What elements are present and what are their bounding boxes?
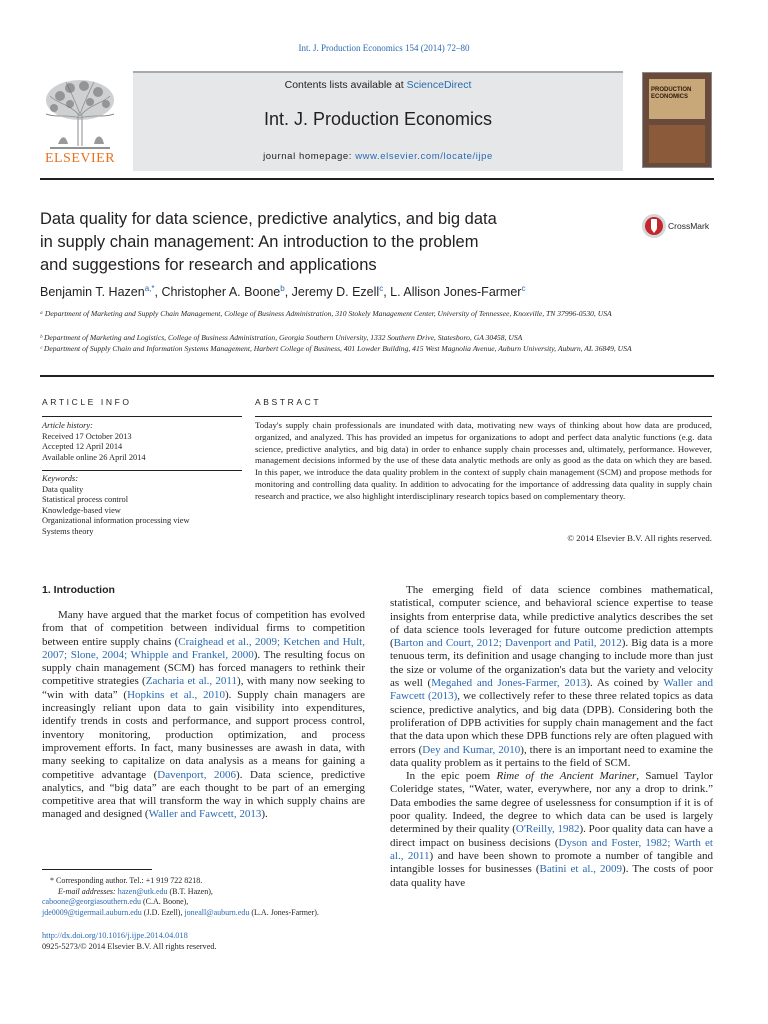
intro-left-column — [42, 609, 365, 822]
body-text: ). As coined by — [586, 677, 664, 690]
header-divider — [40, 178, 714, 180]
article-history — [42, 421, 242, 463]
citation-link[interactable]: Barton and Court, 2012; Davenport and Patil, 2012 — [393, 637, 622, 650]
email-owner: (C.A. Boone), — [140, 897, 189, 907]
citation-link[interactable]: Zacharia et al., 2011 — [145, 675, 238, 688]
email-addresses — [42, 887, 372, 898]
abstract-rule — [255, 416, 712, 417]
keyword-item: Data quality — [42, 484, 84, 494]
title-line-2: in supply chain management: An introduction to the problem — [40, 233, 479, 251]
body-text: ), with many now seeking to “win with data” ( — [42, 675, 365, 701]
article-info-rule — [42, 416, 242, 417]
body-text: ), there is an important need to examine the data quality problem as it pertains to the field of SCM. — [390, 743, 713, 769]
title-line-3: and suggestions for research and applications — [40, 256, 377, 274]
body-text: The emerging field of data science combines mathematical, statistical, computer science, and behavioral science expertise to tease insights from enterprise data, while predictive analytics describes the set of data science tools leveraged for future outcome prediction attempts ( — [390, 584, 713, 650]
sciencedirect-link[interactable]: ScienceDirect — [406, 79, 472, 91]
citation-link[interactable]: Waller and Fawcett, 2013 — [148, 808, 262, 821]
citation-link[interactable]: Craighead et al., 2009; Ketchen and Hult, 2007; Slone, 2004; Whipple and Frankel, 2000 — [42, 635, 365, 661]
doi-block — [42, 930, 372, 952]
author-affiliation-marker[interactable]: c — [521, 284, 526, 293]
body-text: ). — [261, 808, 268, 821]
email-owner: (J.D. Ezell), — [141, 908, 185, 918]
body-text: , we collectively refer to these three related topics as data science, predictive analytics, and big data (DPB). Considering both the proliferation of DPB activities for supply chain management and the fact that the data upon which these DPB functions rely are often plagued with errors ( — [390, 690, 713, 756]
citation-link[interactable]: Batini et al., 2009 — [539, 863, 623, 876]
email-link[interactable]: joneall@auburn.edu — [184, 908, 250, 918]
email-addresses-cont — [42, 908, 372, 919]
article-info-heading: ARTICLE INFO — [42, 397, 132, 407]
citation-link[interactable]: Hopkins et al., 2010 — [127, 688, 225, 701]
author-name[interactable]: L. Allison Jones-Farmer — [390, 285, 522, 300]
journal-homepage-line — [133, 151, 623, 162]
body-text: , Samuel Taylor Coleridge states, “Water, water, everywhere, nor any a drop to drink.” Data embodies the same degree of uselessness for consumption if it is of poor quality. Indeed, the degree to which data can be used is largely determined by their quality ( — [390, 770, 713, 836]
paper-title — [40, 208, 600, 277]
affiliation-b: ᵇ Department of Marketing and Logistics, College of Business Administration, Georgia Southern University, 1332 Southern Drive, Statesboro, GA 30458, USA — [40, 333, 523, 342]
keyword-item: Organizational information processing view — [42, 516, 190, 525]
citation-link[interactable]: Dyson and Foster, 1982; Warth et al., 2011 — [390, 836, 713, 862]
body-text: ). The resulting focus on supply chain management (SCM) has forced managers to rethink their competitive strategies ( — [42, 648, 365, 688]
author-separator: , — [154, 285, 162, 300]
online-date: Available online 26 April 2014 — [42, 452, 146, 462]
author-name[interactable]: Jeremy D. Ezell — [291, 285, 380, 300]
citation-link[interactable]: Davenport, 2006 — [157, 768, 237, 781]
homepage-prefix: journal homepage: — [263, 151, 356, 162]
journal-name: Int. J. Production Economics — [263, 109, 493, 129]
accepted-date: Accepted 12 April 2014 — [42, 442, 123, 451]
author-name[interactable]: Benjamin T. Hazen — [40, 285, 145, 300]
journal-citation[interactable]: Int. J. Production Economics 154 (2014) 72–80 — [298, 43, 470, 53]
intro-right-column — [390, 584, 713, 890]
keywords-rule — [42, 470, 242, 471]
author-affiliation-marker[interactable]: a,* — [144, 284, 155, 293]
author-affiliation-marker[interactable]: c — [379, 284, 384, 293]
contents-prefix: Contents lists available at — [284, 79, 407, 91]
email-link[interactable]: caboone@georgiasouthern.edu — [42, 897, 141, 907]
abstract-copyright: © 2014 Elsevier B.V. All rights reserved. — [567, 533, 712, 543]
corresponding-author-note: * Corresponding author. Tel.: +1 919 722 8218. — [50, 876, 203, 885]
abstract-heading: ABSTRACT — [255, 397, 322, 407]
elsevier-wordmark: ELSEVIER — [44, 151, 116, 166]
citation-link[interactable]: Dey and Kumar, 2010 — [422, 743, 521, 756]
body-text: Many have argued that the market focus of competition has evolved from that of competition between individual firms to competition between entire supply chains ( — [42, 609, 365, 648]
article-history-label: Article history: — [42, 421, 93, 430]
author-affiliation-marker[interactable]: b — [280, 284, 285, 293]
intro-paragraph-1 — [42, 609, 365, 822]
email-link[interactable]: hazen@utk.edu — [117, 886, 168, 896]
citation-link[interactable]: Waller and Fawcett (2013) — [390, 677, 713, 703]
body-text: ). Big data is a more tenuous term, its definition and usage changing to include more than just the size or volume of the organization's data but the variety and velocity as well ( — [390, 637, 713, 690]
author-name[interactable]: Christopher A. Boone — [161, 285, 281, 300]
body-text: ). The costs of poor data quality have — [390, 863, 714, 889]
email-owner: (L.A. Jones-Farmer). — [249, 908, 319, 918]
body-text: ). Supply chain managers are increasingly reliant upon data to gain visibility into expenditures, identify trends in costs and performance, and support process control, inventory monitoring, production optimization, and process improvement efforts. In fact, many businesses are awash in data, with many seeking to capitalize on data analysis as a means for gaining a competitive advantage ( — [42, 688, 365, 781]
author-list — [40, 284, 720, 299]
crossmark-label[interactable]: CrossMark — [668, 221, 710, 231]
email-link[interactable]: jde0009@tigermail.auburn.edu — [42, 908, 142, 918]
keyword-item: Knowledge-based view — [42, 505, 121, 515]
body-text: In the epic poem — [406, 770, 497, 783]
email-addresses-cont — [42, 897, 372, 908]
section-heading-introduction: 1. Introduction — [42, 584, 115, 596]
issn-copyright: 0925-5273/© 2014 Elsevier B.V. All rights reserved. — [42, 942, 217, 951]
footnotes — [42, 876, 372, 919]
author-separator: , — [383, 285, 391, 300]
front-matter-divider — [40, 375, 714, 377]
affiliation-a: ᵃ Department of Marketing and Supply Chain Management, College of Business Administration, 310 Stokely Management Center, University of Tennessee, Knoxville, TN 37996-0530, USA — [40, 309, 612, 318]
title-line-1: Data quality for data science, predictive analytics, and big data — [40, 210, 497, 228]
keywords — [42, 474, 242, 537]
cover-title: PRODUCTION ECONOMICS — [651, 87, 692, 100]
body-text: ). Poor quality data can have a direct impact on business decisions ( — [390, 823, 713, 849]
received-date: Received 17 October 2013 — [42, 431, 132, 441]
keyword-item: Systems theory — [42, 526, 94, 536]
body-text: ) and have been shown to promote a number of tangible and intangible losses for businesses ( — [390, 849, 713, 876]
abstract-text: Today's supply chain professionals are inundated with data, motivating new ways of thinking about how data are produced, organized, and analyzed. This has provided an impetus for organizations to adopt and perfect data analytic functions (e.g. data science, predictive analytics, and big data) in order to enhance supply chain processes and, ultimately, performance. However, management decisions informed by the use of these data analytic methods are only as good as the data on which they are based. In this paper, we introduce the data quality problem in the context of supply chain management (SCM) and propose methods for monitoring and controlling data quality. In addition to advocating for the importance of addressing data quality in supply chain research and practice, we also highlight interdisciplinary research topics based on complementary theory. — [255, 420, 712, 501]
author-separator: , — [284, 285, 292, 300]
poem-title: Rime of the Ancient Mariner — [496, 770, 637, 783]
intro-paragraph-3 — [390, 770, 713, 890]
intro-paragraph-2 — [390, 584, 713, 770]
journal-homepage-link[interactable]: www.elsevier.com/locate/ijpe — [355, 151, 493, 162]
email-label: E-mail addresses: — [58, 886, 118, 896]
citation-link[interactable]: O'Reilly, 1982 — [515, 823, 580, 836]
keyword-item: Statistical process control — [42, 495, 129, 504]
doi-link[interactable]: http://dx.doi.org/10.1016/j.ijpe.2014.04.018 — [42, 931, 188, 940]
contents-line — [133, 79, 623, 91]
citation-link[interactable]: Megahed and Jones-Farmer, 2013 — [431, 677, 587, 690]
journal-cover-thumbnail — [642, 72, 712, 168]
email-owner: (B.T. Hazen), — [167, 886, 213, 896]
keywords-label: Keywords: — [42, 474, 78, 483]
affiliation-c: ᶜ Department of Supply Chain and Information Systems Management, Harbert College of Business, 401 Lowder Building, 415 West Magnolia Avenue, Auburn University, Auburn, AL 36849, USA — [40, 344, 632, 353]
footnote-divider — [42, 869, 152, 870]
journal-header-band — [133, 71, 623, 171]
body-text: ). Data science, predictive analytics, and “big data” are each thought to be part of an emerging competitive area that will transform the way in which supply chains are managed and designed ( — [42, 768, 365, 821]
